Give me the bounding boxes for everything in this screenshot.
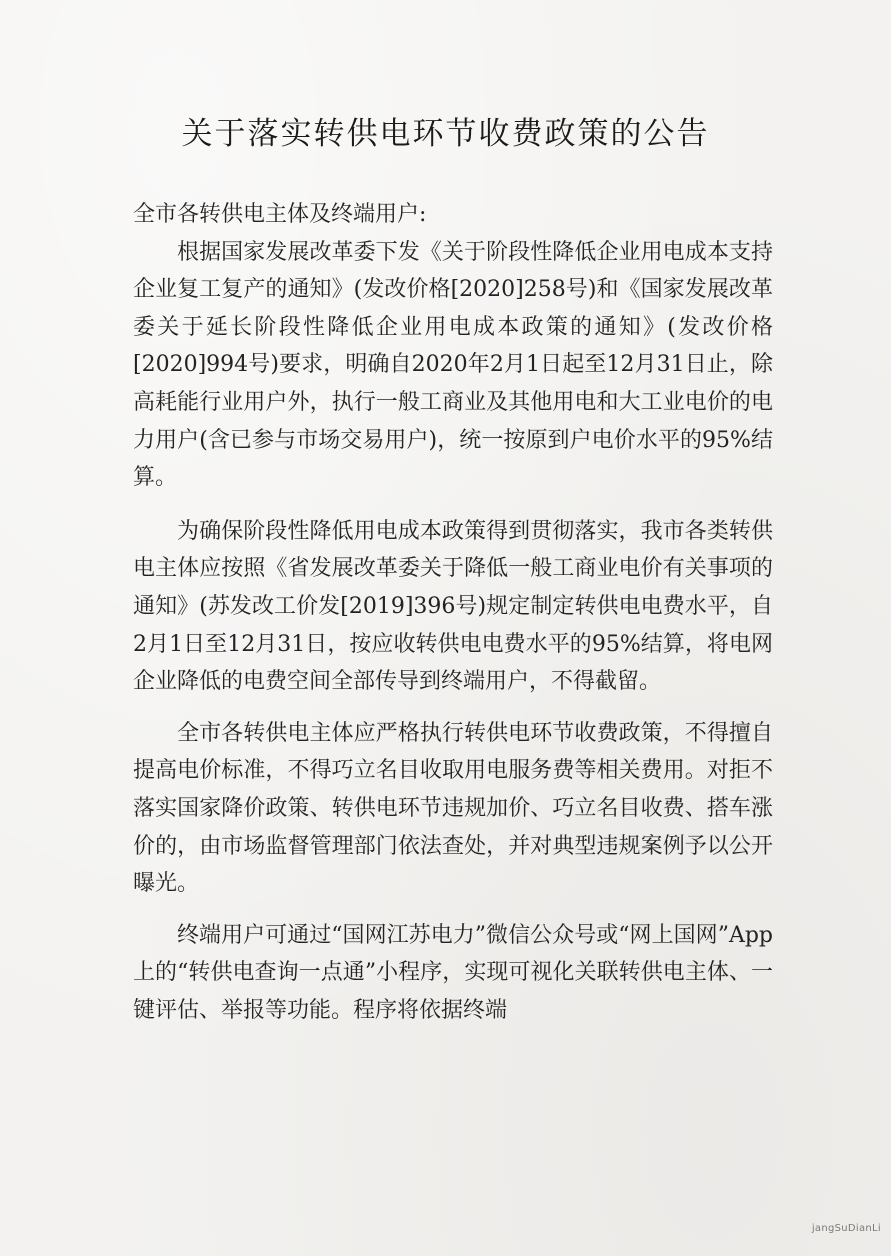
paragraph-1: 根据国家发展改革委下发《关于阶段性降低企业用电成本支持企业复工复产的通知》(发改价格[2020]258号)和《国家发展改革委关于延长阶段性降低企业用电成本政策的通知》(发改价格[2020]994号)要求，明确自2020年2月1日起至12月31日止，除高耗能行业用户外，执行一般工商业及其他用电和大工业电价的电力用户(含已参与市场交易用户)，统一按原到户电价水平的95%结算。 [133,239,773,491]
document-title: 关于落实转供电环节收费政策的公告 [181,116,710,152]
salutation: 全市各转供电主体及终端用户: [133,202,427,227]
paragraph-4: 终端用户可通过“国网江苏电力”微信公众号或“网上国网”App上的“转供电查询一点通”小程序，实现可视化关联转供电主体、一键评估、举报等功能。程序将依据终端 [133,922,773,1023]
paragraph-3: 全市各转供电主体应严格执行转供电环节收费政策，不得擅自提高电价标准，不得巧立名目收取用电服务费等相关费用。对拒不落实国家降价政策、转供电环节违规加价、巧立名目收费、搭车涨价的，由市场监督管理部门依法查处，并对典型违规案例予以公开曝光。 [133,720,773,897]
document-body [133,196,773,1029]
paragraph-2: 为确保阶段性降低用电成本政策得到贯彻落实，我市各类转供电主体应按照《省发展改革委关于降低一般工商业电价有关事项的通知》(苏发改工价发[2019]396号)规定制定转供电电费水平，自2月1日至12月31日，按应收转供电电费水平的95%结算，将电网企业降低的电费空间全部传导到终端用户，不得截留。 [133,518,773,695]
watermark: jangSuDianLi [811,1223,881,1234]
